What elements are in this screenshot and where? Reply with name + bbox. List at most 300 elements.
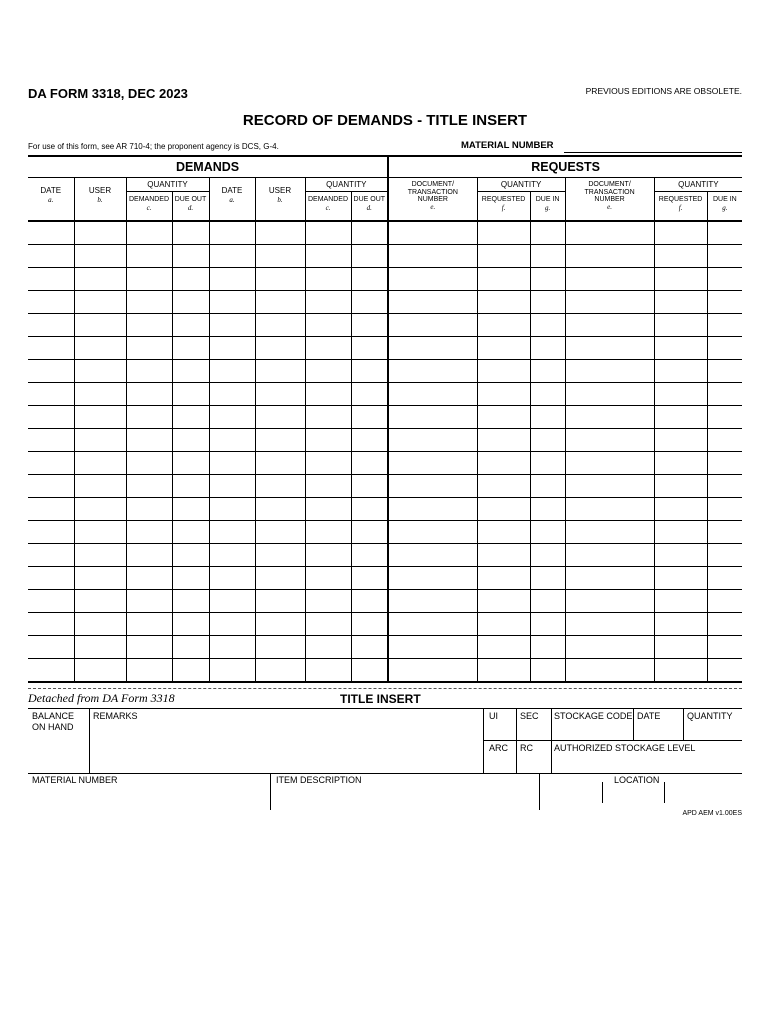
entry-cell[interactable] [305, 406, 351, 429]
entry-cell[interactable] [477, 567, 530, 590]
entry-cell[interactable] [28, 452, 74, 475]
entry-cell[interactable] [707, 268, 742, 291]
entry-cell[interactable] [654, 636, 707, 659]
entry-cell[interactable] [255, 475, 305, 498]
entry-cell[interactable] [28, 245, 74, 268]
quantity-label: QUANTITY [687, 711, 733, 721]
entry-cell[interactable] [305, 567, 351, 590]
entry-cell[interactable] [305, 221, 351, 245]
entry-cell[interactable] [28, 429, 74, 452]
entry-cell[interactable] [126, 360, 172, 383]
entry-cell[interactable] [255, 221, 305, 245]
entry-cell[interactable] [305, 360, 351, 383]
entry-cell[interactable] [351, 291, 388, 314]
entry-cell[interactable] [565, 291, 654, 314]
entry-cell[interactable] [530, 659, 565, 683]
entry-cell[interactable] [565, 221, 654, 245]
ti-vline-item [270, 773, 271, 810]
entry-cell[interactable] [172, 636, 209, 659]
entry-cell[interactable] [351, 521, 388, 544]
entry-cell[interactable] [707, 291, 742, 314]
entry-cell[interactable] [74, 245, 126, 268]
entry-cell[interactable] [28, 360, 74, 383]
entry-cell[interactable] [707, 659, 742, 683]
entry-cell[interactable] [388, 521, 477, 544]
entry-cell[interactable] [209, 383, 255, 406]
entry-cell[interactable] [172, 613, 209, 636]
entry-cell[interactable] [351, 314, 388, 337]
entry-cell[interactable] [74, 498, 126, 521]
entry-cell[interactable] [351, 659, 388, 683]
entry-cell[interactable] [530, 613, 565, 636]
entry-cell[interactable] [255, 360, 305, 383]
entry-cell[interactable] [654, 383, 707, 406]
entry-cell[interactable] [28, 498, 74, 521]
entry-cell[interactable] [388, 383, 477, 406]
entry-cell[interactable] [707, 245, 742, 268]
entry-cell[interactable] [477, 636, 530, 659]
entry-cell[interactable] [530, 406, 565, 429]
entry-cell[interactable] [255, 314, 305, 337]
entry-cell[interactable] [172, 360, 209, 383]
entry-cell[interactable] [172, 406, 209, 429]
entry-cell[interactable] [305, 337, 351, 360]
entry-cell[interactable] [477, 613, 530, 636]
entry-cell[interactable] [565, 245, 654, 268]
entry-cell[interactable] [477, 360, 530, 383]
entry-cell[interactable] [565, 567, 654, 590]
entry-cell[interactable] [388, 475, 477, 498]
entry-cell[interactable] [74, 659, 126, 683]
ui-label: UI [489, 711, 498, 721]
entry-cell[interactable] [351, 245, 388, 268]
entry-cell[interactable] [654, 337, 707, 360]
entry-cell[interactable] [530, 291, 565, 314]
entry-cell[interactable] [172, 291, 209, 314]
entry-cell[interactable] [126, 452, 172, 475]
entry-cell[interactable] [477, 406, 530, 429]
entry-cell[interactable] [126, 567, 172, 590]
entry-cell[interactable] [707, 636, 742, 659]
entry-cell[interactable] [255, 613, 305, 636]
entry-cell[interactable] [565, 636, 654, 659]
entry-cell[interactable] [707, 475, 742, 498]
entry-cell[interactable] [351, 337, 388, 360]
entry-cell[interactable] [530, 268, 565, 291]
entry-cell[interactable] [707, 544, 742, 567]
entry-cell[interactable] [530, 452, 565, 475]
requested-header: REQUESTED f. [477, 192, 530, 222]
entry-cell[interactable] [388, 567, 477, 590]
entry-cell[interactable] [565, 452, 654, 475]
entry-cell[interactable] [74, 291, 126, 314]
entry-cell[interactable] [351, 498, 388, 521]
entry-cell[interactable] [565, 544, 654, 567]
entry-cell[interactable] [351, 452, 388, 475]
entry-cell[interactable] [209, 544, 255, 567]
entry-cell[interactable] [172, 521, 209, 544]
entry-cell[interactable] [305, 383, 351, 406]
entry-cell[interactable] [172, 475, 209, 498]
entry-cell[interactable] [209, 475, 255, 498]
entry-cell[interactable] [28, 590, 74, 613]
entry-cell[interactable] [28, 521, 74, 544]
entry-cell[interactable] [388, 268, 477, 291]
entry-cell[interactable] [28, 291, 74, 314]
entry-cell[interactable] [305, 475, 351, 498]
entry-cell[interactable] [477, 268, 530, 291]
entry-cell[interactable] [351, 221, 388, 245]
entry-cell[interactable] [209, 452, 255, 475]
entry-cell[interactable] [126, 521, 172, 544]
demands-section-header: DEMANDS [28, 156, 388, 178]
ti-vline-location-left [602, 782, 603, 803]
entry-cell[interactable] [654, 659, 707, 683]
entry-cell[interactable] [209, 337, 255, 360]
entry-cell[interactable] [565, 498, 654, 521]
entry-cell[interactable] [477, 383, 530, 406]
entry-cell[interactable] [530, 383, 565, 406]
entry-cell[interactable] [530, 590, 565, 613]
entry-cell[interactable] [707, 383, 742, 406]
entry-cell[interactable] [28, 406, 74, 429]
entry-cell[interactable] [172, 452, 209, 475]
entry-cell[interactable] [126, 383, 172, 406]
entry-cell[interactable] [74, 475, 126, 498]
entry-cell[interactable] [209, 314, 255, 337]
entry-cell[interactable] [351, 567, 388, 590]
entry-cell[interactable] [388, 245, 477, 268]
entry-cell[interactable] [654, 314, 707, 337]
entry-cell[interactable] [565, 383, 654, 406]
entry-cell[interactable] [530, 360, 565, 383]
entry-cell[interactable] [565, 613, 654, 636]
entry-cell[interactable] [209, 291, 255, 314]
entry-cell[interactable] [126, 406, 172, 429]
entry-cell[interactable] [351, 544, 388, 567]
date-label: DATE [637, 711, 661, 721]
entry-cell[interactable] [388, 544, 477, 567]
entry-cell[interactable] [707, 337, 742, 360]
entry-cell[interactable] [28, 567, 74, 590]
entry-cell[interactable] [126, 613, 172, 636]
entry-cell[interactable] [255, 659, 305, 683]
entry-cell[interactable] [255, 590, 305, 613]
entry-cell[interactable] [172, 590, 209, 613]
entry-cell[interactable] [172, 245, 209, 268]
entry-cell[interactable] [565, 590, 654, 613]
entry-cell[interactable] [654, 567, 707, 590]
entry-cell[interactable] [126, 659, 172, 683]
rc-label: RC [520, 743, 533, 753]
entry-cell[interactable] [351, 429, 388, 452]
entry-cell[interactable] [28, 314, 74, 337]
entry-cell[interactable] [388, 221, 477, 245]
entry-cell[interactable] [530, 567, 565, 590]
entry-cell[interactable] [707, 521, 742, 544]
entry-cell[interactable] [477, 452, 530, 475]
entry-cell[interactable] [565, 337, 654, 360]
entry-cell[interactable] [305, 429, 351, 452]
entry-cell[interactable] [255, 636, 305, 659]
entry-cell[interactable] [74, 544, 126, 567]
entry-cell[interactable] [255, 429, 305, 452]
entry-cell[interactable] [74, 360, 126, 383]
entry-cell[interactable] [172, 659, 209, 683]
entry-cell[interactable] [654, 613, 707, 636]
entry-cell[interactable] [255, 498, 305, 521]
entry-cell[interactable] [255, 567, 305, 590]
entry-cell[interactable] [654, 498, 707, 521]
entry-cell[interactable] [172, 383, 209, 406]
entry-cell[interactable] [209, 590, 255, 613]
requests-section-header: REQUESTS [388, 156, 742, 178]
entry-cell[interactable] [565, 268, 654, 291]
entry-cell[interactable] [565, 314, 654, 337]
entry-cell[interactable] [74, 314, 126, 337]
entry-cell[interactable] [126, 475, 172, 498]
entry-cell[interactable] [351, 406, 388, 429]
entry-cell[interactable] [28, 383, 74, 406]
entry-cell[interactable] [255, 452, 305, 475]
entry-cell[interactable] [707, 221, 742, 245]
entry-cell[interactable] [654, 475, 707, 498]
entry-cell[interactable] [477, 429, 530, 452]
entry-cell[interactable] [209, 429, 255, 452]
entry-cell[interactable] [477, 475, 530, 498]
entry-cell[interactable] [126, 544, 172, 567]
table-row [28, 521, 742, 544]
entry-cell[interactable] [126, 268, 172, 291]
entry-cell[interactable] [74, 636, 126, 659]
entry-cell[interactable] [28, 268, 74, 291]
entry-cell[interactable] [209, 498, 255, 521]
entry-cell[interactable] [209, 245, 255, 268]
entry-cell[interactable] [388, 498, 477, 521]
entry-cell[interactable] [74, 337, 126, 360]
entry-cell[interactable] [388, 360, 477, 383]
entry-cell[interactable] [172, 268, 209, 291]
entry-cell[interactable] [477, 314, 530, 337]
entry-cell[interactable] [305, 659, 351, 683]
entry-cell[interactable] [74, 567, 126, 590]
entry-cell[interactable] [565, 475, 654, 498]
arc-label: ARC [489, 743, 509, 753]
entry-cell[interactable] [654, 221, 707, 245]
entry-cell[interactable] [654, 360, 707, 383]
entry-cell[interactable] [126, 590, 172, 613]
entry-cell[interactable] [707, 590, 742, 613]
entry-cell[interactable] [654, 590, 707, 613]
entry-cell[interactable] [126, 429, 172, 452]
entry-cell[interactable] [477, 291, 530, 314]
entry-cell[interactable] [388, 406, 477, 429]
entry-cell[interactable] [305, 291, 351, 314]
entry-cell[interactable] [209, 636, 255, 659]
entry-cell[interactable] [388, 590, 477, 613]
entry-cell[interactable] [209, 613, 255, 636]
entry-cell[interactable] [28, 544, 74, 567]
entry-cell[interactable] [530, 429, 565, 452]
entry-cell[interactable] [707, 429, 742, 452]
entry-cell[interactable] [530, 475, 565, 498]
entry-cell[interactable] [305, 636, 351, 659]
entry-cell[interactable] [477, 498, 530, 521]
entry-cell[interactable] [707, 613, 742, 636]
entry-cell[interactable] [351, 590, 388, 613]
sec-label: SEC [520, 711, 539, 721]
due-out-header-2: DUE OUT d. [351, 192, 388, 222]
entry-cell[interactable] [477, 659, 530, 683]
entry-cell[interactable] [530, 314, 565, 337]
entry-cell[interactable] [172, 544, 209, 567]
entry-cell[interactable] [654, 245, 707, 268]
entry-cell[interactable] [654, 406, 707, 429]
entry-cell[interactable] [255, 245, 305, 268]
entry-cell[interactable] [477, 245, 530, 268]
entry-cell[interactable] [530, 245, 565, 268]
entry-cell[interactable] [172, 567, 209, 590]
entry-cell[interactable] [351, 360, 388, 383]
entry-cell[interactable] [707, 314, 742, 337]
entry-cell[interactable] [707, 567, 742, 590]
entry-cell[interactable] [255, 544, 305, 567]
entry-cell[interactable] [530, 521, 565, 544]
entry-cell[interactable] [654, 291, 707, 314]
entry-cell[interactable] [74, 268, 126, 291]
entry-cell[interactable] [305, 268, 351, 291]
entry-cell[interactable] [209, 221, 255, 245]
entry-cell[interactable] [126, 291, 172, 314]
entry-cell[interactable] [74, 613, 126, 636]
material-number-field[interactable] [564, 152, 742, 153]
entry-cell[interactable] [388, 291, 477, 314]
entry-cell[interactable] [477, 221, 530, 245]
entry-cell[interactable] [351, 613, 388, 636]
entry-cell[interactable] [255, 337, 305, 360]
entry-cell[interactable] [530, 498, 565, 521]
table-row [28, 567, 742, 590]
entry-cell[interactable] [172, 314, 209, 337]
entry-cell[interactable] [126, 337, 172, 360]
entry-cell[interactable] [255, 521, 305, 544]
entry-cell[interactable] [477, 337, 530, 360]
entry-cell[interactable] [388, 452, 477, 475]
entry-cell[interactable] [654, 268, 707, 291]
entry-cell[interactable] [28, 613, 74, 636]
entry-cell[interactable] [388, 314, 477, 337]
entry-cell[interactable] [305, 613, 351, 636]
entry-cell[interactable] [477, 590, 530, 613]
entry-cell[interactable] [565, 429, 654, 452]
entry-cell[interactable] [172, 337, 209, 360]
entry-cell[interactable] [388, 659, 477, 683]
entry-cell[interactable] [305, 544, 351, 567]
entry-cell[interactable] [172, 221, 209, 245]
entry-cell[interactable] [305, 314, 351, 337]
entry-cell[interactable] [74, 590, 126, 613]
entry-cell[interactable] [209, 268, 255, 291]
entry-cell[interactable] [654, 452, 707, 475]
entry-cell[interactable] [388, 613, 477, 636]
table-body [28, 221, 742, 682]
entry-cell[interactable] [209, 360, 255, 383]
entry-cell[interactable] [388, 429, 477, 452]
entry-cell[interactable] [477, 544, 530, 567]
entry-cell[interactable] [305, 245, 351, 268]
entry-cell[interactable] [209, 406, 255, 429]
entry-cell[interactable] [255, 383, 305, 406]
entry-cell[interactable] [255, 406, 305, 429]
entry-cell[interactable] [388, 337, 477, 360]
entry-cell[interactable] [565, 360, 654, 383]
entry-cell[interactable] [351, 383, 388, 406]
entry-cell[interactable] [74, 429, 126, 452]
entry-cell[interactable] [74, 406, 126, 429]
entry-cell[interactable] [74, 221, 126, 245]
entry-cell[interactable] [209, 659, 255, 683]
entry-cell[interactable] [351, 268, 388, 291]
entry-cell[interactable] [126, 636, 172, 659]
entry-cell[interactable] [351, 475, 388, 498]
entry-cell[interactable] [28, 337, 74, 360]
entry-cell[interactable] [530, 636, 565, 659]
entry-cell[interactable] [707, 452, 742, 475]
entry-cell[interactable] [209, 521, 255, 544]
entry-cell[interactable] [28, 221, 74, 245]
entry-cell[interactable] [74, 521, 126, 544]
entry-cell[interactable] [126, 221, 172, 245]
entry-cell[interactable] [530, 544, 565, 567]
entry-cell[interactable] [707, 406, 742, 429]
entry-cell[interactable] [477, 521, 530, 544]
entry-cell[interactable] [74, 452, 126, 475]
entry-cell[interactable] [707, 360, 742, 383]
entry-cell[interactable] [255, 291, 305, 314]
entry-cell[interactable] [530, 337, 565, 360]
entry-cell[interactable] [565, 659, 654, 683]
entry-cell[interactable] [255, 268, 305, 291]
entry-cell[interactable] [28, 659, 74, 683]
table-row [28, 613, 742, 636]
entry-cell[interactable] [209, 567, 255, 590]
entry-cell[interactable] [126, 314, 172, 337]
entry-cell[interactable] [305, 521, 351, 544]
entry-cell[interactable] [654, 544, 707, 567]
entry-cell[interactable] [707, 498, 742, 521]
entry-cell[interactable] [28, 475, 74, 498]
entry-cell[interactable] [126, 498, 172, 521]
entry-cell[interactable] [74, 383, 126, 406]
entry-cell[interactable] [305, 590, 351, 613]
entry-cell[interactable] [654, 521, 707, 544]
entry-cell[interactable] [530, 221, 565, 245]
entry-cell[interactable] [654, 429, 707, 452]
entry-cell[interactable] [351, 636, 388, 659]
entry-cell[interactable] [305, 498, 351, 521]
demands-requests-table [28, 155, 742, 683]
entry-cell[interactable] [565, 406, 654, 429]
obsolete-note: PREVIOUS EDITIONS ARE OBSOLETE. [585, 86, 742, 96]
entry-cell[interactable] [172, 429, 209, 452]
entry-cell[interactable] [388, 636, 477, 659]
entry-cell[interactable] [172, 498, 209, 521]
entry-cell[interactable] [305, 452, 351, 475]
requested-header-2: REQUESTED f. [654, 192, 707, 222]
entry-cell[interactable] [565, 521, 654, 544]
entry-cell[interactable] [28, 636, 74, 659]
entry-cell[interactable] [126, 245, 172, 268]
